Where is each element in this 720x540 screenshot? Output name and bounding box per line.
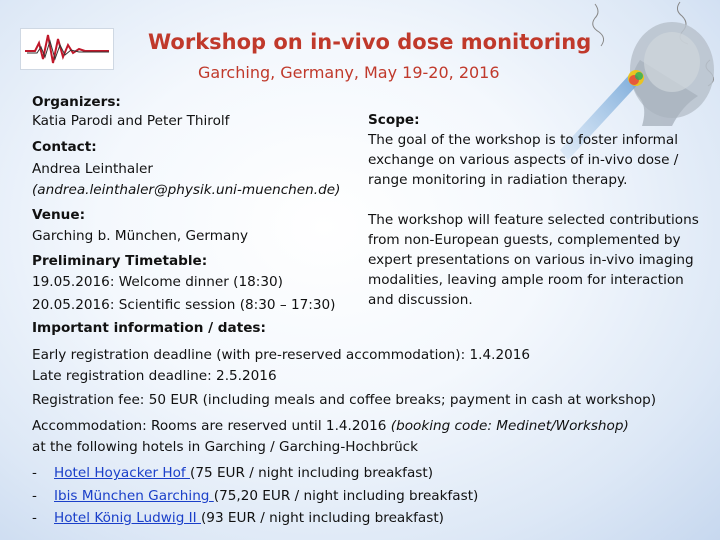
hotel-detail: (93 EUR / night including breakfast)	[201, 510, 444, 526]
registration-fee: Registration fee: 50 EUR (including meals and coffee breaks; payment in cash at workshop)	[32, 392, 657, 408]
page-title: Workshop on in-vivo dose monitoring	[148, 30, 592, 54]
timetable-text: : Welcome dinner (18:30)	[109, 274, 283, 290]
scope-section	[368, 110, 708, 310]
late-deadline: Late registration deadline: 2.5.2016	[32, 368, 277, 384]
hotels-intro: at the following hotels in Garching / Garching-Hochbrück	[32, 439, 419, 455]
hotel-list-item	[32, 463, 433, 483]
timetable-item	[32, 295, 335, 315]
hotel-link[interactable]: Hotel König Ludwig II	[54, 510, 201, 526]
timetable-text: : Scientific session (8:30 – 17:30)	[109, 297, 336, 313]
hotel-link[interactable]: Hotel Hoyacker Hof	[54, 465, 191, 481]
timetable-item	[32, 272, 283, 292]
page-subtitle: Garching, Germany, May 19-20, 2016	[198, 63, 500, 82]
scope-paragraph-1: The goal of the workshop is to foster informal exchange on various aspects of in-vivo dose / range monitoring in radiation therapy.	[368, 132, 679, 188]
contact-name: Andrea Leinthaler	[32, 161, 153, 177]
hotel-detail: (75 EUR / night including breakfast)	[190, 465, 433, 481]
hotel-list-item	[32, 508, 444, 528]
booking-code: (booking code: Medinet/Workshop)	[390, 418, 629, 434]
hotel-link[interactable]: Ibis München Garching	[54, 488, 214, 504]
waveform-icon	[21, 29, 113, 69]
list-bullet: -	[32, 465, 37, 481]
timetable-date: 20.05.2016	[32, 297, 110, 313]
list-bullet: -	[32, 510, 37, 526]
timetable-heading: Preliminary Timetable:	[32, 253, 208, 269]
accommodation-text: Accommodation: Rooms are reserved until 1.4.2016	[32, 418, 391, 434]
venue-place: Garching b. München, Germany	[32, 228, 249, 244]
organizers-names: Katia Parodi and Peter Thirolf	[32, 113, 230, 129]
list-bullet: -	[32, 488, 37, 504]
venue-heading: Venue:	[32, 207, 86, 223]
scope-heading: Scope:	[368, 112, 420, 128]
timetable-date: 19.05.2016	[32, 274, 110, 290]
contact-email[interactable]: (andrea.leinthaler@physik.uni-muenchen.de)	[32, 182, 341, 198]
early-deadline: Early registration deadline (with pre-reserved accommodation): 1.4.2016	[32, 347, 531, 363]
accommodation-line	[32, 416, 629, 436]
important-heading: Important information / dates:	[32, 320, 266, 336]
hotel-list-item	[32, 486, 478, 506]
hotel-detail: (75,20 EUR / night including breakfast)	[213, 488, 479, 504]
organizers-heading: Organizers:	[32, 94, 121, 110]
waveform-logo	[20, 28, 114, 70]
scope-paragraph-2: The workshop will feature selected contributions from non-European guests, complemented by expert presentations on various in-vivo imaging modalities, leaving ample room for interaction and discussion.	[368, 212, 699, 308]
contact-heading: Contact:	[32, 139, 97, 155]
